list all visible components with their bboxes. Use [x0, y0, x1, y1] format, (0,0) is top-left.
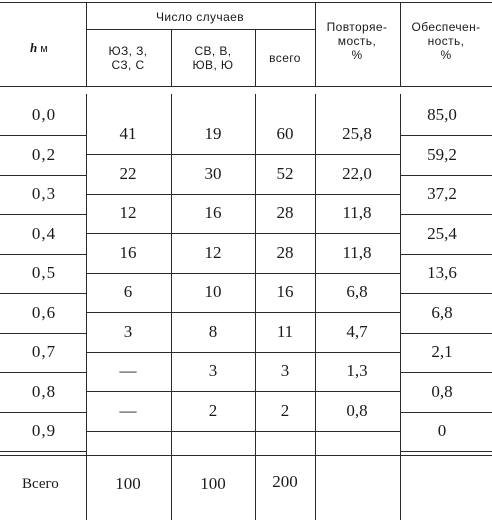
- header-divider-1: [86, 2, 87, 86]
- total-count: 16: [276, 282, 294, 301]
- sw-count: 6: [123, 282, 133, 301]
- repeatability-value: 6,8: [346, 282, 368, 301]
- ne-directions-header: СВ, В, ЮВ, Ю: [192, 44, 234, 72]
- cases-group-rule: [86, 29, 315, 30]
- body-divider-4: [315, 94, 316, 520]
- body-divider-3: [255, 94, 256, 520]
- depth-rule: [0, 135, 86, 136]
- depth-value: 0,4: [31, 223, 57, 243]
- total-count: 60: [276, 124, 294, 143]
- sw-count: 22: [119, 163, 137, 183]
- body-divider-2: [171, 94, 172, 520]
- row-rule: [86, 431, 400, 432]
- ne-count: 12: [204, 242, 222, 262]
- supply-value: 2,1: [431, 342, 453, 361]
- header-divider-4: [315, 2, 316, 86]
- total-count: 2: [280, 400, 290, 420]
- repeatability-value: 11,8: [342, 242, 372, 262]
- depth-value: 0,7: [31, 342, 57, 361]
- body-divider-1: [86, 94, 87, 520]
- depth-rule: [0, 175, 86, 176]
- cases-group-header: Число случаев: [155, 10, 245, 24]
- depth-rule: [0, 293, 86, 294]
- repeatability-value: 0,8: [346, 400, 368, 420]
- sw-directions-header: ЮЗ, З, СЗ, С: [108, 44, 148, 72]
- total-count-header: всего: [269, 51, 301, 65]
- supply-value: 6,8: [431, 302, 453, 322]
- totals-label: Всего: [22, 476, 59, 492]
- row-rule: [86, 391, 400, 392]
- ne-count: 2: [208, 400, 218, 420]
- totals-sw: 100: [115, 474, 141, 493]
- supply-value: 59,2: [427, 144, 457, 164]
- depth-value: 0,9: [31, 421, 57, 440]
- depth-rule: [0, 412, 86, 413]
- ne-count: 10: [204, 282, 222, 301]
- row-rule: [86, 312, 400, 313]
- sw-count: —: [119, 400, 137, 420]
- repeatability-value: 22,0: [342, 163, 372, 183]
- supply-rule: [400, 135, 492, 136]
- supply-rule: [400, 214, 492, 215]
- supply-rule: [400, 451, 492, 452]
- header-bottom-rule: [0, 86, 492, 87]
- totals-top-rule: [0, 455, 492, 456]
- totals-total: 200: [272, 472, 298, 491]
- supply-value: 25,4: [427, 223, 457, 243]
- total-count: 28: [276, 242, 294, 262]
- total-count: 52: [276, 163, 294, 183]
- header-divider-5: [400, 2, 401, 86]
- supply-value: 13,6: [427, 263, 457, 282]
- supply-value: 85,0: [427, 105, 457, 124]
- supply-rule: [400, 175, 492, 176]
- row-rule: [86, 194, 400, 195]
- sw-count: —: [119, 361, 137, 380]
- row-rule: [86, 273, 400, 274]
- total-count: 28: [276, 203, 294, 222]
- ne-count: 30: [204, 163, 222, 183]
- total-count: 3: [280, 361, 290, 380]
- supply-rule: [400, 293, 492, 294]
- repeatability-header: Повторяе- мость, %: [326, 20, 388, 62]
- depth-rule: [0, 372, 86, 373]
- ne-count: 19: [204, 124, 222, 143]
- sw-count: 41: [119, 124, 137, 143]
- depth-value: 0,2: [31, 144, 57, 164]
- total-count: 11: [276, 321, 294, 341]
- ne-count: 8: [208, 321, 218, 341]
- header-divider-3: [255, 29, 256, 86]
- repeatability-value: 11,8: [342, 203, 372, 222]
- ne-count: 16: [204, 203, 222, 222]
- depth-rule: [0, 451, 86, 452]
- ne-count: 3: [208, 361, 218, 380]
- repeatability-value: 1,3: [346, 361, 368, 380]
- supply-value: 0,8: [431, 381, 453, 401]
- supply-header: Обеспечен- ность, %: [411, 20, 481, 62]
- supply-rule: [400, 372, 492, 373]
- repeatability-value: 4,7: [346, 321, 368, 341]
- sw-count: 12: [119, 203, 137, 222]
- depth-rule: [0, 254, 86, 255]
- depth-header: h м: [30, 40, 48, 55]
- sw-count: 16: [119, 242, 137, 262]
- depth-rule: [0, 333, 86, 334]
- repeatability-value: 25,8: [342, 124, 372, 143]
- row-rule: [86, 154, 400, 155]
- depth-value: 0,3: [31, 184, 57, 203]
- header-divider-2: [171, 29, 172, 86]
- top-rule: [0, 2, 492, 3]
- supply-rule: [400, 254, 492, 255]
- supply-value: 37,2: [427, 184, 457, 203]
- depth-value: 0,6: [31, 302, 57, 322]
- row-rule: [86, 352, 400, 353]
- totals-ne: 100: [200, 474, 226, 493]
- depth-value: 0,5: [31, 263, 57, 282]
- row-rule: [86, 233, 400, 234]
- supply-rule: [400, 333, 492, 334]
- supply-rule: [400, 412, 492, 413]
- body-divider-5: [400, 94, 401, 520]
- sw-count: 3: [123, 321, 133, 341]
- depth-value: 0,8: [31, 381, 57, 401]
- depth-value: 0,0: [31, 105, 57, 124]
- depth-rule: [0, 214, 86, 215]
- supply-value: 0: [437, 421, 447, 440]
